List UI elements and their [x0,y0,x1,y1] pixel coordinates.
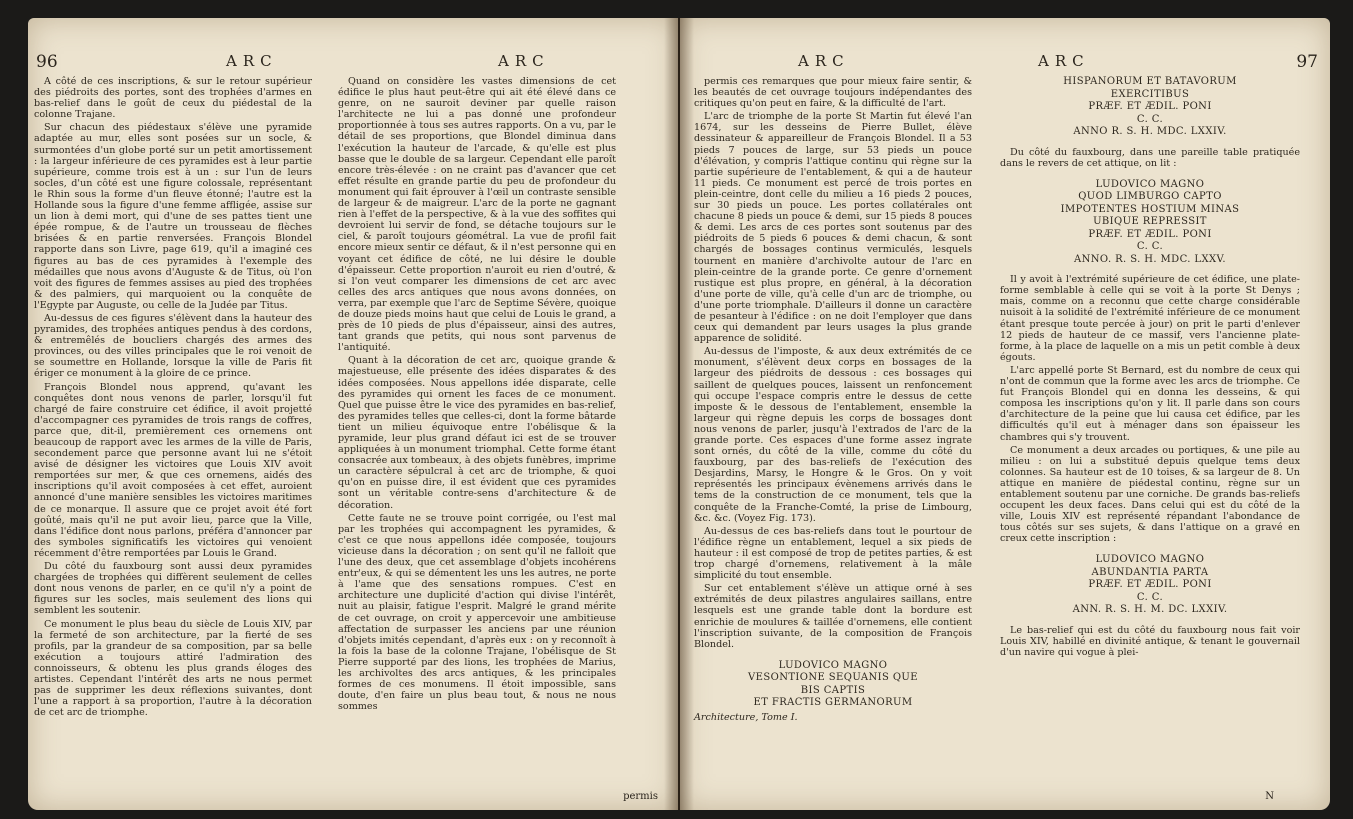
inscription-line: VESONTIONE SEQUANIS QUE [748,672,918,684]
paragraph: A côté de ces inscriptions, & sur le retour supérieur des piédroits des portes, sont des trophées d'armes en bas-relief dans le goût de ceux du piédestal de la colonne Trajane. [34,76,312,121]
paragraph: Quand on considère les vastes dimensions de cet édifice le plus haut peut-être qui ait été élevé dans ce genre, on ne sauroit deviner par quelle raison l'architecte ne lui a pas donné une profondeur proportionnée à tous ses autres rapports. On a vu, par le détail de ses proportions, que Blondel diminua dans l'exécution la hauteur de l'arcade, & qu'elle est plus basse que le double de sa largeur. Cependant elle paroît encore très-élevée : on ne craint pas d'avancer que cet effet résulte en grande partie du peu de profondeur du monument qui fait éprouver à l'œil un contraste sensible de largeur & de maigreur. L'arc de la porte ne gagnant rien à l'effet de la perspective, & à la vue des soffites qui devroient lui servir de fond, se détache toujours sur le ciel, & paroît toujours géométral. La vue de profil fait encore mieux sentir ce défaut, & il n'est personne qui en voyant cet édifice de côté, ne lui désire le double d'épaisseur. Cette proportion n'auroit eu rien d'outré, & si l'on veut comparer les dimensions de cet arc avec celles des arcs antiques que nous avons données, on verra, par exemple que l'arc de Septime Sévère, quoique de douze pieds moins haut que celui de Louis le grand, a près de 10 pieds de plus d'épaisseur, ainsi des autres, tant grands que petits, qui nous sont parvenus de l'antiquité. [338,76,616,354]
paragraph: Il y avoit à l'extrémité supérieure de cet édifice, une plate-forme semblable à celle qui se voit à la porte St Denys ; mais, comme on a reconnu que cette charge considérable nuisoit à la solidité de l'extrémité inférieure de ce monument étant presque toute percée à jour) on prit le parti d'enlever 12 pieds de hauteur de ce massif, vers l'ancienne plate-forme, à la place de laquelle on a mis un petit comble à deux égouts. [1000,274,1300,363]
left-page [28,18,678,810]
paragraph: permis ces remarques que pour mieux faire sentir, & les beautés de cet ouvrage toujours indépendantes des critiques qu'on peut en faire, & la difficulté de l'art. [694,76,972,110]
paragraph: Cette faute ne se trouve point corrigée, ou l'est mal par les trophées qui accompagnent les pyramides, & c'est ce que nous appellons idée composée, toujours vicieuse dans la décoration ; on sent qu'il ne falloit que l'une des deux, que cet assemblage d'objets incohérens entr'eux, & qui se démentent les uns les autres, ne porte à l'ame que des sensations rompues. C'est en architecture une duplicité d'action qui divise l'intérêt, nuit au plaisir, fatigue l'esprit. Malgré le grand mérite de cet ouvrage, on croit y appercevoir une ambitieuse affectation de surpasser les anciens par une réunion d'objets imités cependant, d'après eux : on y reconnoît à la fois la base de la colonne Trajane, l'obélisque de St Pierre supporté par des lions, les trophées de Marius, les archivoltes des arcs antiques, & les principales formes de ces monumens. Il étoit impossible, sans doute, d'en faire un plus beau tout, & nous ne nous sommes [338,512,616,713]
inscription-line: PRÆF. ET ÆDIL. PONI [1088,228,1212,240]
paragraph: Ce monument le plus beau du siècle de Louis XIV, par la fermeté de son architecture, par la fierté de ses profils, par la grandeur de sa composition, par sa belle exécution a toujours attiré l'admiration des connoisseurs, & obtenu les plus grands éloges des artistes. Cependant l'intérêt des arts ne nous permet pas de supprimer les deux réflexions suivantes, dont l'une a rapport à sa proportion, l'autre à la décoration de cet arc de triomphe. [34,618,312,719]
right-page-number: 97 [1296,52,1318,72]
right-running-head-2: ARC [1038,52,1090,70]
paragraph: Sur cet entablement s'élève un attique orné à ses extrémités de deux pilastres angulaires saillans, entre lesquels est une grande table dont la bordure est enrichie de moulures & taillée d'ornemens, elle contient l'inscription suivante, de la composition de François Blondel. [694,583,972,650]
paragraph: Au-dessus de ces figures s'élèvent dans la hauteur des pyramides, des trophées antiques pendus à des cordons, & entremêlés de boucliers chargés des armes des provinces, ou des villes principales que le roi venoit de se soumettre en Hollande, lorsque la ville de Paris fit ériger ce monument à la gloire de ce prince. [34,312,312,380]
inscription-line: PRÆF. ET ÆDIL. PONI [1088,101,1212,112]
paragraph: Au-dessus de ces bas-reliefs dans tout le pourtour de l'édifice règne un entablement, lequel a six pieds de hauteur : il est composé de trop de petites parties, & est trop chargé d'ornemens, relativement à la mâle simplicité du tout ensemble. [694,525,972,582]
right-running-head-1: ARC [798,52,850,70]
inscription-line: UBIQUE REPRESSIT [1093,216,1207,228]
inscription-line: C. C. [1136,591,1164,603]
inscription-line: ABUNDANTIA PARTA [1091,566,1209,578]
inscription-line: EXERCITIBUS [1110,88,1190,100]
paragraph: Le bas-relief qui est du côté du fauxbourg nous fait voir Louis XIV, habillé en divinité antique, & tenant le gouvernail d'un navire qui vogue à plei- [1000,624,1300,659]
right-running-head [680,52,1330,74]
inscription-line: ET FRACTIS GERMANORUM [753,697,913,709]
left-running-head-2: ARC [498,52,550,70]
inscription-line: LUDOVICO MAGNO [1095,554,1205,566]
inscription-line: PRÆF. ET ÆDIL. PONI [1088,579,1212,591]
paragraph: Sur chacun des piédestaux s'élève une pyramide adaptée au mur, elles sont posées sur un socle, & surmontées d'un globe porté sur un petit amortissement : la largeur inférieure de ces pyramides est à leur partie supérieure, comme trois est à un : sur l'un de leurs socles, d'un côté est une figure colossale, représentant le Rhin sous la forme d'un fleuve étonné; l'autre est la Hollande sous la figure d'une femme affligée, assise sur un lion à demi mort, qui d'une de ses pattes tient une épée rompue, & de l'autre un trousseau de flèches brisées & en partie renversées. François Blondel rapporte dans son Livre, page 619, qu'il a imaginé ces figures au bas de ces pyramides à l'exemple des médailles que nous avons d'Auguste & de Titus, où l'on voit des figures de femmes assises au pied des trophées & des palmiers, qui marquoient ou la conquête de l'Egypte par Auguste, ou celle de la Judée par Titus. [34,122,312,311]
left-running-head [28,52,678,74]
right-page [680,18,1330,810]
paragraph: Du côté du fauxbourg, dans une pareille table pratiquée dans le revers de cet attique, on lit : [1000,146,1300,169]
right-column-1 [694,76,972,725]
inscription-line: C. C. [1136,241,1164,253]
inscription-line: IMPOTENTES HOSTIUM MINAS [1060,203,1240,215]
inscription-line: QUOD LIMBURGO CAPTO [1078,191,1222,203]
inscription-line: ANN. R. S. H. M. DC. LXXIV. [1072,604,1228,616]
inscription-line: ANNO. R. S. H. MDC. LXXV. [1074,253,1226,265]
paragraph: L'arc de triomphe de la porte St Martin fut élevé l'an 1674, sur les desseins de Pierre Bullet, élève dessinateur & appareilleur de François Blondel. Il a 53 pieds 7 pouces de large, sur 53 pieds un pouce d'élévation, y compris l'attique continu qui règne sur la partie supérieure de l'entablement, & qui a de hauteur 11 pieds. Ce monument est percé de trois portes en plein-ceintre, dont celle du milieu a 16 pieds 2 pouces, sur 30 pieds un pouce. Les portes collatérales ont chacune 8 pieds un pouce & demi, sur 15 pieds 8 pouces & demi. Les arcs de ces portes sont soutenus par des piédroits de 5 pieds 6 pouces & demi chacun, & sont chargés de bossages continus vermiculés, lesquels tournent en manière d'archivolte autour de l'arc en plein-ceintre de la grande porte. Ce genre d'ornement rustique est plus propre, en général, à la décoration d'une porte de ville, qu'à celle d'un arc de triomphe, ou d'une porte triomphale. D'ailleurs il donne un caractère de pesanteur à l'édifice : on ne doit l'employer que dans ceux qui demandent par leurs usages la plus grande apparence de solidité. [694,111,972,345]
paragraph: Du côté du fauxbourg sont aussi deux pyramides chargées de trophées qui diffèrent seulement de celles dont nous venons de parler, en ce qu'il n'y a point de figures sur les socles, mais seulement des lions qui semblent les soutenir. [34,561,312,617]
paragraph: Quant à la décoration de cet arc, quoique grande & majestueuse, elle présente des idées disparates & des idées composées. Nous appellons idée disparate, celle des pyramides qui ornent les faces de ce monument. Quel que puisse être le vice des pyramides en bas-relief, des pyramides telles que celles-ci, dont la forme bâtarde tient un milieu équivoque entre l'obélisque & la pyramide, leur plus grand défaut ici est de se trouver appliquées à un monument triomphal. Cette forme étant consacrée aux tombeaux, à des objets funèbres, imprime un caractère sépulcral à cet arc de triomphe, & quoi qu'on en puisse dire, il est évident que ces pyramides sont un véritable contre-sens d'architecture & de décoration. [338,355,616,511]
inscription-line: ANNO R. S. H. MDC. LXXIV. [1073,126,1227,137]
right-column-2 [1000,76,1300,660]
left-column-1 [34,76,312,720]
inscription-line: BIS CAPTIS [800,684,866,696]
paragraph: Au-dessus de l'imposte, & aux deux extrémités de ce monument, s'élèvent deux corps en bossages de la largeur des piédroits de dessous : ces bossages qui saillent de quelques pouces, laissent un renfoncement qui occupe l'espace compris entre le dessus de cette imposte & le dessous de l'entablement, ensemble la largeur qui règne depuis les corps de bossages dont nous venons de parler, jusqu'à l'extrados de l'arc de la grande porte. Ces espaces d'une forme assez ingrate sont ornés, du côté de la ville, comme du côté du fauxbourg, par des bas-reliefs de l'exécution des Desjardins, Marsy, le Hongre & le Gros. On y voit représentés les principaux évènemens arrivés dans le tems de la construction de ce monument, tels que la conquête de la Franche-Comté, la prise de Limbourg, &c. &c. (Voyez Fig. 173). [694,346,972,524]
paragraph: L'arc appellé porte St Bernard, est du nombre de ceux qui n'ont de commun que la forme avec les arcs de triomphe. Ce fut François Blondel qui en donna les desseins, & qui composa les inscriptions qu'on y lit. Il parle dans son cours d'architecture de la peine que lui causa cet édifice, par les difficultés qu'il eut à ménager dans son épaisseur les chambres qui s'y trouvent. [1000,364,1300,443]
left-page-number: 96 [36,52,58,72]
inscription-line: C. C. [1136,113,1164,125]
right-catchword: N [1265,791,1274,802]
paragraph: Ce monument a deux arcades ou portiques, & une pile au milieu : on lui a substitué depuis quelque tems deux colonnes. Sa hauteur est de 10 toises, & sa largeur de 8. Un attique en manière de piédestal continu, règne sur un entablement soutenu par une corniche. De grands bas-reliefs occupent les deux faces. Dans celui qui est du côté de la ville, Louis XIV est représenté répandant l'abondance de tous côtés sur ses sujets, & dans l'attique on a gravé en creux cette inscription : [1000,444,1300,545]
inscription-line: HISPANORUM ET BATAVORUM [1063,76,1237,87]
left-catchword: permis [623,791,658,802]
left-running-head-1: ARC [226,52,278,70]
signature-line: Architecture, Tome I. [694,711,798,723]
left-column-2 [338,76,616,714]
inscription-line: LUDOVICO MAGNO [1095,178,1205,190]
paragraph: François Blondel nous apprend, qu'avant les conquêtes dont nous venons de parler, lorsqu'il fut chargé de faire construire cet édifice, il avoit projetté d'accompagner ces pyramides de trois rangs de coffres, parce que, dit-il, premièrement ces ornemens ont beaucoup de rapport avec les armes de la ville de Paris, secondement parce que personne avant lui ne s'étoit avisé de désigner les victoires que Louis XIV avoit remportées sur mer, & que ces ornemens, aidés des inscriptions qu'il avoit composées à cet effet, auroient annoncé d'une manière sensibles les victoires maritimes de ce monarque. Il assure que ce projet avoit été fort goûté, mais qu'il ne put avoir lieu, parce que la Ville, dans l'édifice dont nous parlons, préféra d'annoncer par des symboles significatifs les victoires qui venoient récemment d'être remportées par Louis le Grand. [34,381,312,559]
inscription-line: LUDOVICO MAGNO [778,659,888,671]
